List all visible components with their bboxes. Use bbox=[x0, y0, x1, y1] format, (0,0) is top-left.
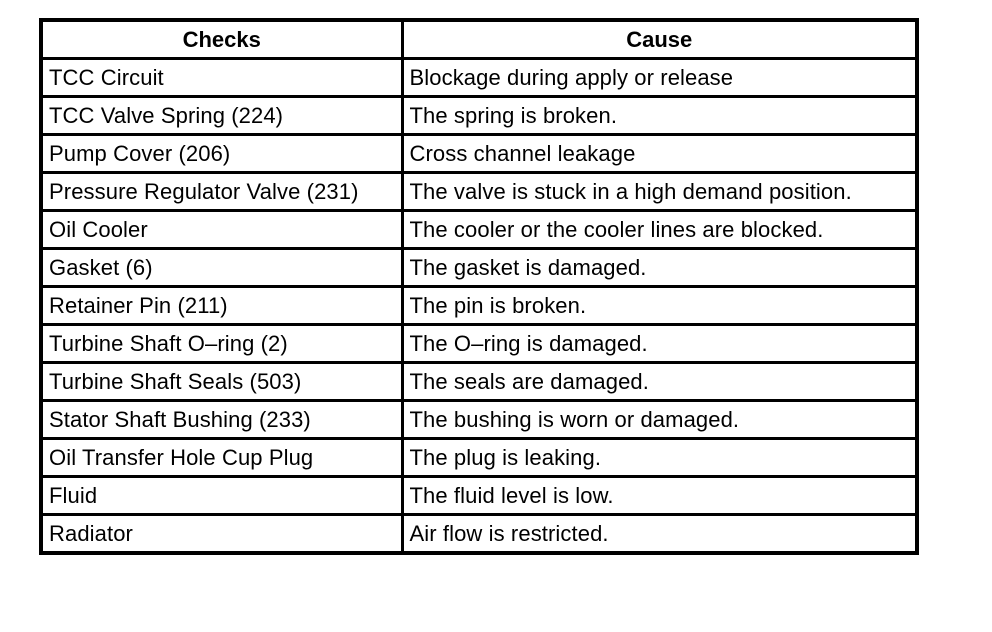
cause-cell: The O–ring is damaged. bbox=[402, 325, 917, 363]
cause-cell: Cross channel leakage bbox=[402, 135, 917, 173]
check-cell: Turbine Shaft O–ring (2) bbox=[41, 325, 402, 363]
table-row bbox=[41, 173, 917, 211]
table-row bbox=[41, 363, 917, 401]
table-row bbox=[41, 211, 917, 249]
column-header-cause: Cause bbox=[402, 20, 917, 59]
check-cell: Fluid bbox=[41, 477, 402, 515]
cause-cell: The bushing is worn or damaged. bbox=[402, 401, 917, 439]
cause-cell: The seals are damaged. bbox=[402, 363, 917, 401]
check-cell: TCC Circuit bbox=[41, 59, 402, 97]
table-row bbox=[41, 477, 917, 515]
cause-cell: The fluid level is low. bbox=[402, 477, 917, 515]
check-cell: Gasket (6) bbox=[41, 249, 402, 287]
check-cell: Oil Cooler bbox=[41, 211, 402, 249]
table-row bbox=[41, 325, 917, 363]
cause-cell: Blockage during apply or release bbox=[402, 59, 917, 97]
cause-cell: The gasket is damaged. bbox=[402, 249, 917, 287]
table-row bbox=[41, 439, 917, 477]
table-row bbox=[41, 59, 917, 97]
check-cell: Turbine Shaft Seals (503) bbox=[41, 363, 402, 401]
cause-cell: The spring is broken. bbox=[402, 97, 917, 135]
table-row bbox=[41, 97, 917, 135]
cause-cell: The cooler or the cooler lines are blocked. bbox=[402, 211, 917, 249]
check-cell: Stator Shaft Bushing (233) bbox=[41, 401, 402, 439]
table-row bbox=[41, 249, 917, 287]
check-cell: Oil Transfer Hole Cup Plug bbox=[41, 439, 402, 477]
table-row bbox=[41, 135, 917, 173]
table-row bbox=[41, 401, 917, 439]
cause-cell: Air flow is restricted. bbox=[402, 515, 917, 554]
check-cell: Retainer Pin (211) bbox=[41, 287, 402, 325]
table-row bbox=[41, 515, 917, 554]
cause-cell: The plug is leaking. bbox=[402, 439, 917, 477]
cause-cell: The valve is stuck in a high demand position. bbox=[402, 173, 917, 211]
table-header-row bbox=[41, 20, 917, 59]
checks-cause-table bbox=[39, 18, 919, 555]
check-cell: TCC Valve Spring (224) bbox=[41, 97, 402, 135]
column-header-checks: Checks bbox=[41, 20, 402, 59]
check-cell: Radiator bbox=[41, 515, 402, 554]
check-cell: Pressure Regulator Valve (231) bbox=[41, 173, 402, 211]
table-row bbox=[41, 287, 917, 325]
cause-cell: The pin is broken. bbox=[402, 287, 917, 325]
check-cell: Pump Cover (206) bbox=[41, 135, 402, 173]
